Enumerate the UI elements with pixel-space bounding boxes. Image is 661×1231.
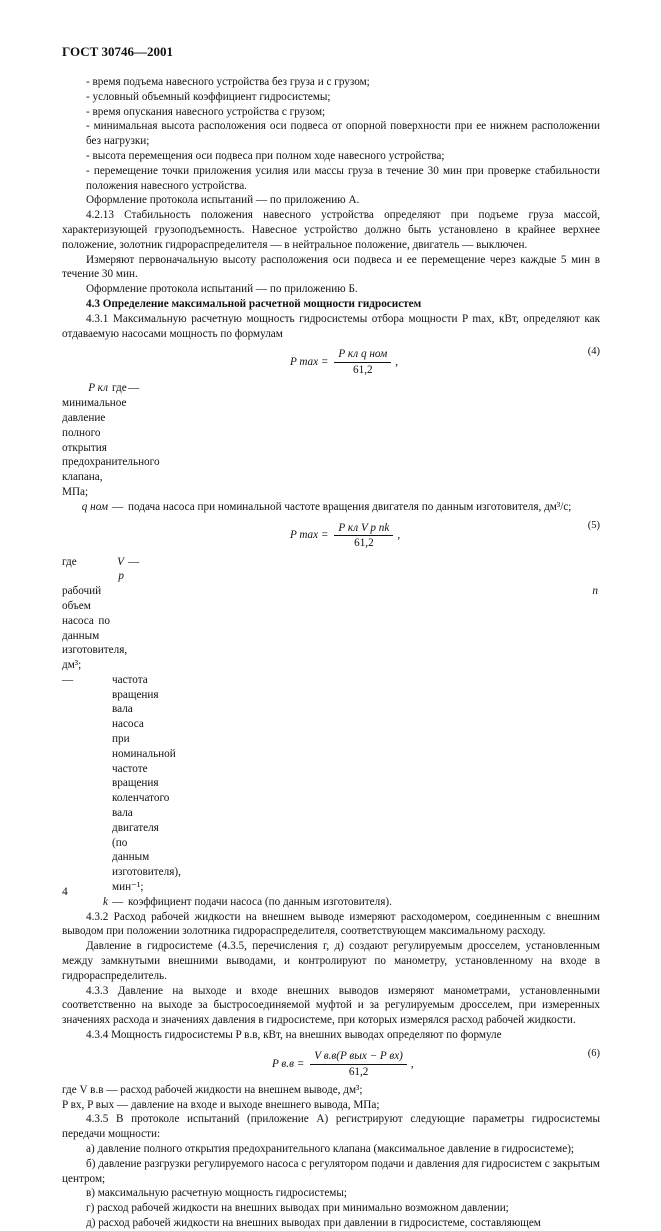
paragraph: 4.3.2 Расход рабочей жидкости на внешнем выводе измеряют расходомером, соединенным с внешним выводом при положении золотника гидрораспределителя, соответствующем максимальному расходу.: [62, 910, 600, 938]
paragraph: Измеряют первоначальную высоту расположения оси подвеса и ее перемещение через каждые 5 мин в течение 30 мин.: [62, 253, 600, 281]
def-lead: где: [62, 555, 77, 568]
formula-numerator: P кл V р nk: [334, 521, 393, 537]
paragraph: Давление в гидросистеме (4.3.5, перечисления г, д) создают регулируемым дросселем, установленным между замкнутыми внешними выводами, и контролируют по манометру, установленному на входе в гидрораспределитель.: [62, 940, 600, 982]
list-item: в) максимальную расчетную мощность гидросистемы;: [86, 1187, 347, 1200]
definition-line: где V в.в — расход рабочей жидкости на внешнем выводе, дм³;: [62, 1083, 363, 1096]
formula-lhs: P max =: [290, 529, 329, 542]
formula-number: (6): [587, 1047, 600, 1059]
def-text: подача насоса при номинальной частоте вращения двигателя по данным изготовителя, дм³/с;: [128, 500, 572, 513]
list-item: а) давление полного открытия предохранительного клапана (максимальное давление в гидросистеме);: [86, 1143, 575, 1155]
paragraph: 4.3.5 В протоколе испытаний (приложение А) регистрируют следующие параметры гидросистемы передачи мощности:: [62, 1113, 600, 1141]
def-dash: —: [62, 673, 74, 686]
formula-lhs: P в.в =: [272, 1057, 305, 1070]
def-text: коэффициент подачи насоса (по данным изготовителя).: [128, 895, 392, 908]
definitions-1: [62, 381, 600, 514]
list-item: - время опускания навесного устройства с грузом;: [86, 105, 326, 118]
formula-tail: ,: [397, 529, 401, 542]
def-text: рабочий объем насоса по данным изготовителя, дм³;: [62, 585, 128, 672]
document-header: ГОСТ 30746—2001: [62, 44, 174, 59]
list-item: - время подъема навесного устройства без груза и с грузом;: [86, 76, 370, 88]
paragraph: 4.3.4 Мощность гидросистемы P в.в, кВт, на внешних выводах определяют по формуле: [86, 1029, 502, 1042]
def-symbol: q ном: [81, 500, 108, 513]
formula-denominator: 61,2: [354, 537, 374, 550]
list-item: - условный объемный коэффициент гидросистемы;: [86, 90, 331, 103]
list-item: - минимальная высота расположения оси подвеса от опорной поверхности при ее нижнем расположении без нагрузки;: [86, 120, 600, 148]
list-item: б) давление разгрузки регулируемого насоса с регулятором подачи и давления для гидросистем с закрытым центром;: [62, 1157, 600, 1185]
formula-6: [62, 1043, 600, 1083]
def-symbol: P кл: [88, 382, 108, 395]
def-symbol: n: [592, 585, 598, 598]
def-lead: где: [112, 382, 127, 395]
definitions-2: [62, 555, 600, 910]
def-lead: [112, 584, 126, 673]
def-text: частота вращения вала насоса при номинальной частоте вращения коленчатого вала двигателя (по данным изготовителя), мин⁻¹;: [112, 673, 181, 894]
formula-tail: ,: [395, 356, 399, 369]
formula-4: [62, 341, 600, 381]
body-text: [62, 75, 600, 1231]
section-title: 4.3 Определение максимальной расчетной мощности гидросистем: [86, 297, 422, 310]
paragraph: 4.2.13 Стабильность положения навесного устройства определяют при подъеме груза массой, характеризующей грузоподъемность. Навесное устройство должно быть установлено в крайнее верхнее положение, золотник гидрораспределителя — в нейтральное положение, двигатель — выключен.: [62, 209, 600, 251]
def-lead: [112, 396, 126, 500]
def-text: минимальное давление полного открытия предохранительного клапана, МПа;: [62, 397, 160, 498]
definition-line: P вх, P вых — давление на входе и выходе внешнего вывода, МПа;: [62, 1098, 380, 1111]
formula-number: (5): [587, 519, 600, 531]
def-dash: —: [128, 555, 140, 568]
def-dash: —: [128, 382, 140, 395]
formula-lhs: P max =: [290, 356, 329, 369]
def-symbol: k: [103, 895, 108, 908]
list-item: - высота перемещения оси подвеса при полном ходе навесного устройства;: [86, 149, 445, 162]
page-number: 4: [62, 886, 68, 898]
formula-tail: ,: [410, 1057, 414, 1070]
def-dash: —: [112, 895, 124, 908]
def-dash: —: [112, 500, 124, 513]
def-symbol: V р: [117, 555, 124, 583]
paragraph: Оформление протокола испытаний — по приложению А.: [86, 194, 360, 207]
list-item: - перемещение точки приложения усилия или массы груза в течение 30 мин при проверке стабильности положения навесного устройства.: [86, 164, 600, 192]
paragraph: 4.3.1 Максимальную расчетную мощность гидросистемы отбора мощности P max, кВт, определяют как отдаваемую насосами мощность по формулам: [62, 312, 600, 340]
formula-5: [62, 515, 600, 555]
paragraph: Оформление протокола испытаний — по приложению Б.: [86, 283, 358, 296]
formula-number: (4): [587, 346, 600, 358]
formula-denominator: 61,2: [353, 364, 373, 377]
list-item: д) расход рабочей жидкости на внешних выводах при давлении в гидросистеме, составляющем: [86, 1216, 541, 1229]
paragraph: 4.3.3 Давление на выходе и входе внешних выводов измеряют манометрами, установленными соответственно на выходе за быстросоединяемой муфтой и за регулируемым дросселем, при измеренных значениях расхода и значениях давления в гидросистеме, при которых измерялся расход рабочей жидкости.: [62, 984, 600, 1027]
formula-numerator: V в.в(P вых − P вх): [310, 1049, 407, 1065]
formula-numerator: P кл q ном: [334, 347, 391, 363]
formula-denominator: 61,2: [348, 1065, 369, 1078]
def-lead: [128, 673, 600, 895]
list-item: г) расход рабочей жидкости на внешних выводах при минимально возможном давлении;: [86, 1202, 509, 1215]
